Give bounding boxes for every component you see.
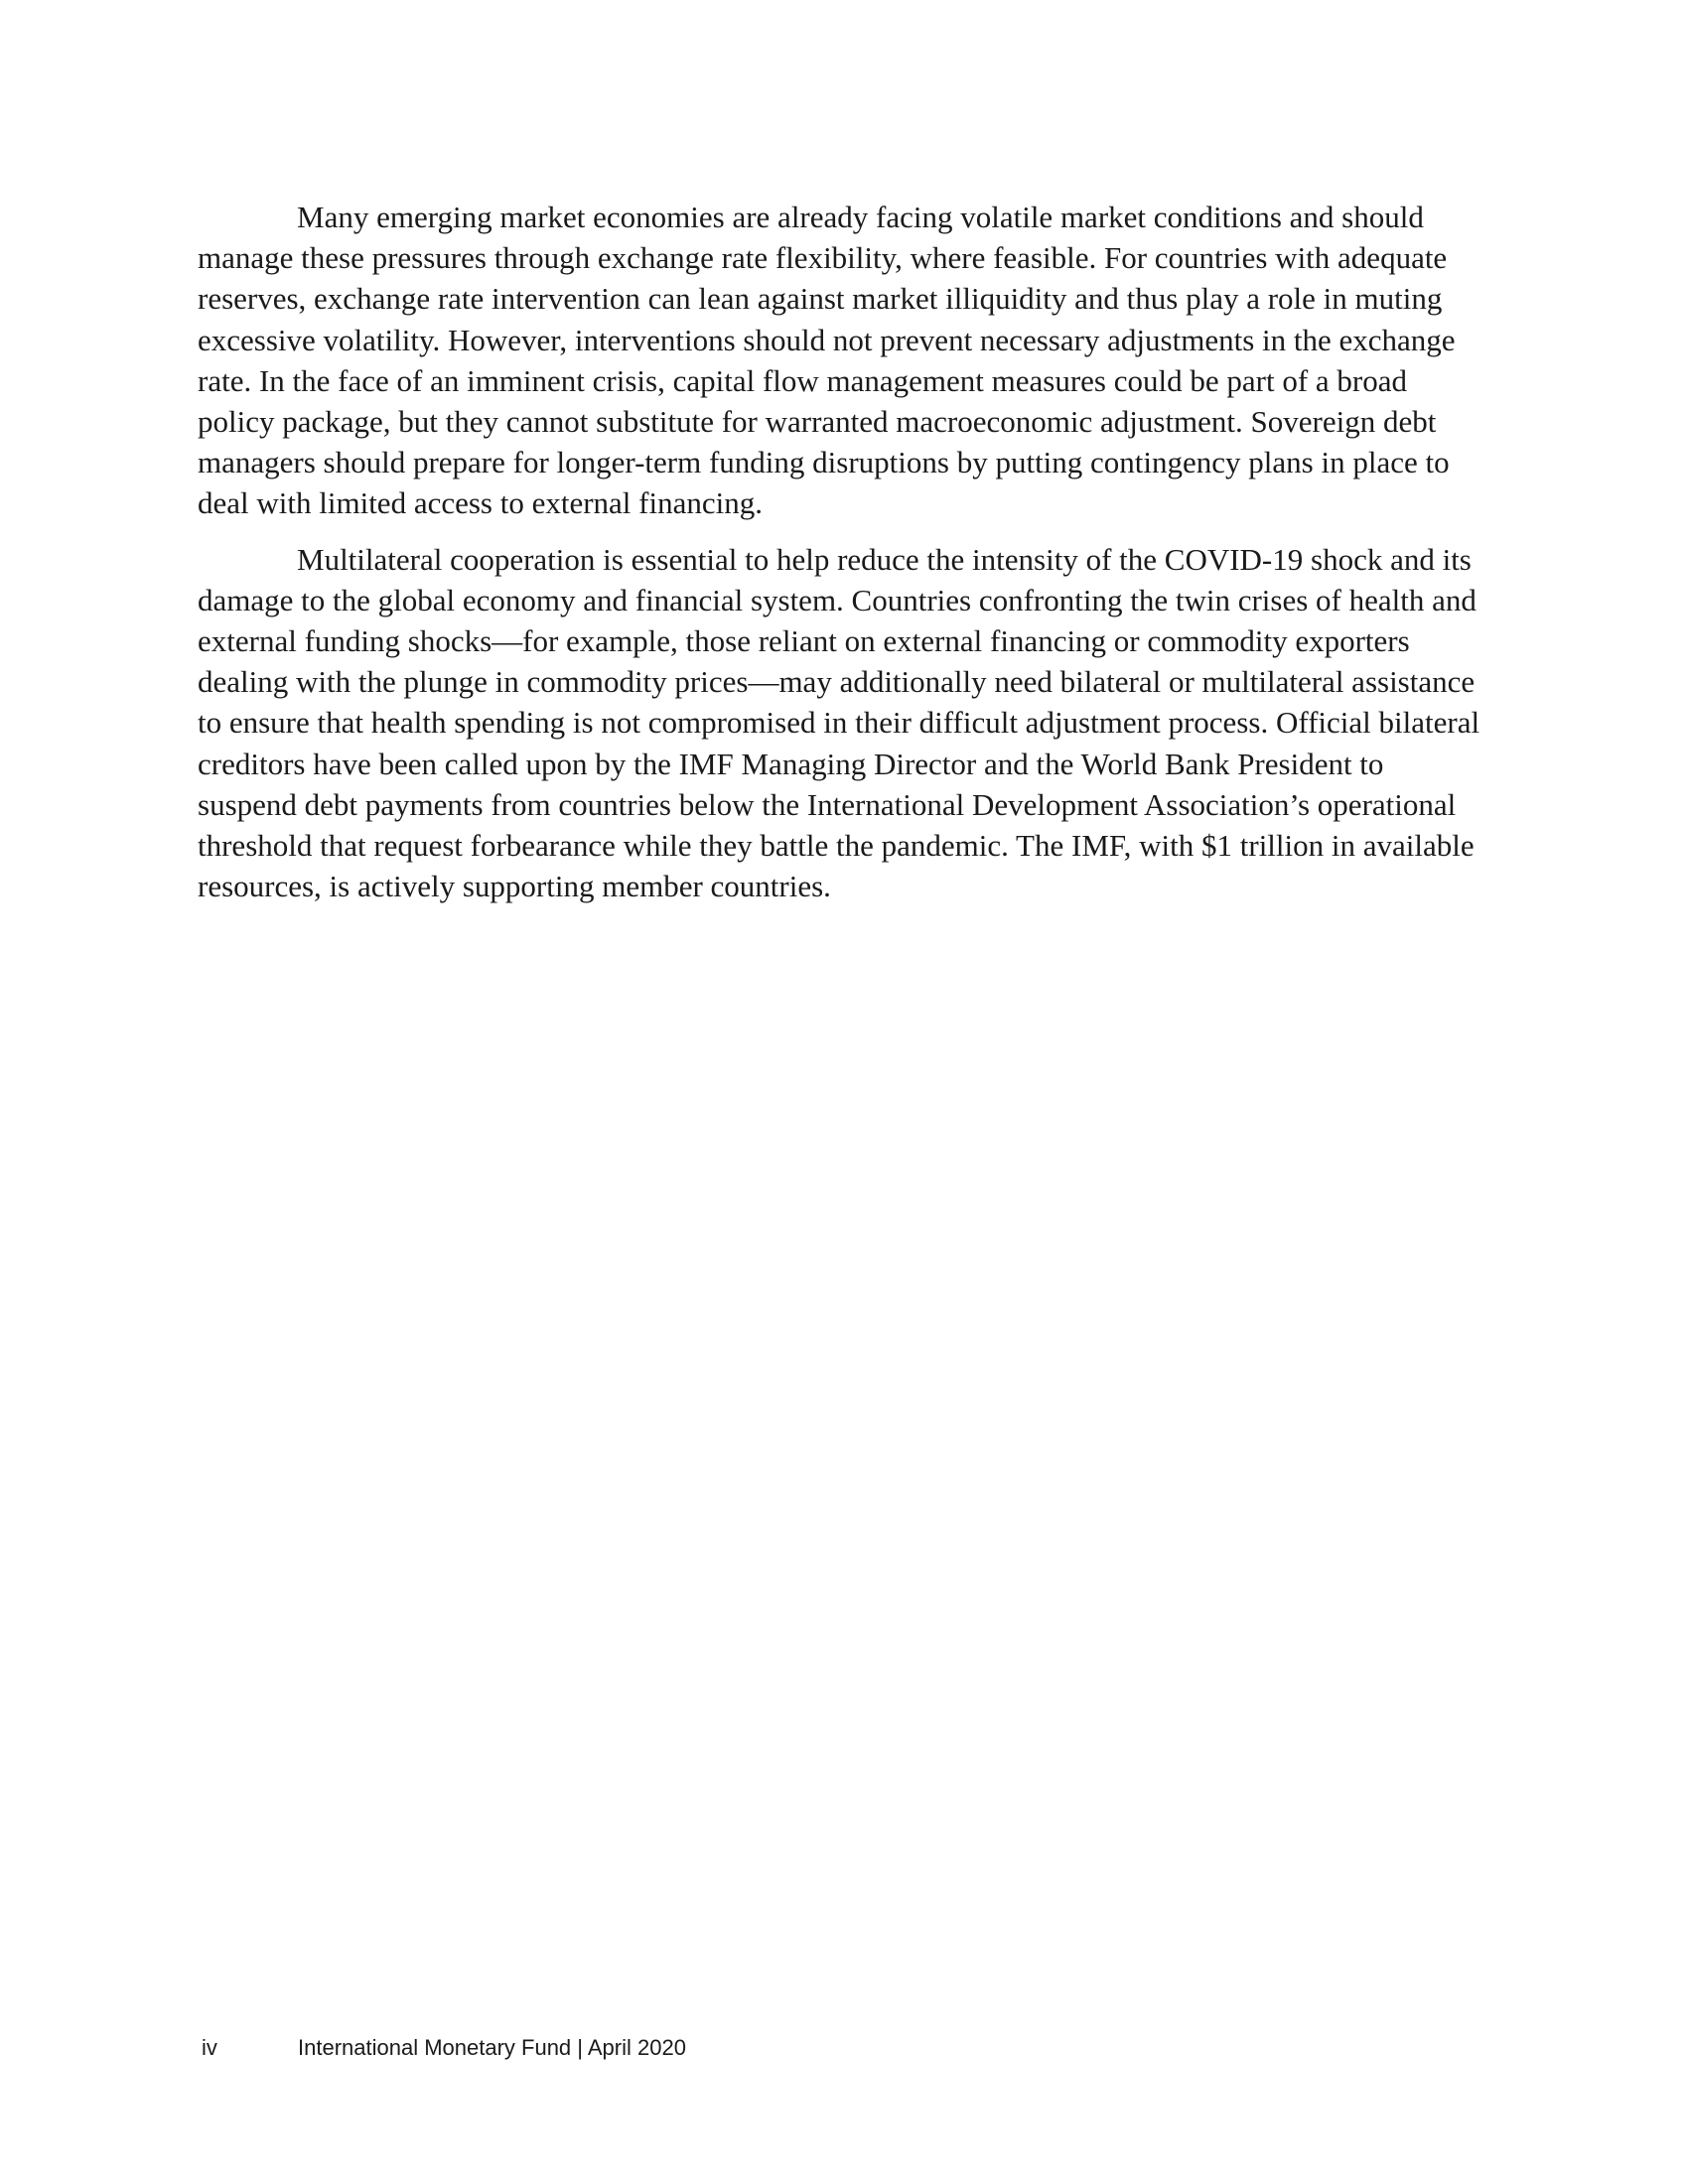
publication-line: International Monetary Fund | April 2020 [298,2035,686,2060]
page-number: iv [202,2035,217,2060]
page-footer [202,2035,686,2061]
paragraph-exchange-rate-flexibility: Many emerging market economies are already facing volatile market conditions and should manage these pressures through exchange rate flexibility, where feasible. For countries with adequate reserves, exchange rate intervention can lean against market illiquidity and thus play a role in muting excessive volatility. However, interventions should not prevent necessary adjustments in the exchange rate. In the face of an imminent crisis, capital flow management measures could be part of a broad policy package, but they cannot substitute for warranted macroeconomic adjustment. Sovereign debt managers should prepare for longer-term funding disruptions by putting contingency plans in place to deal with limited access to external financing. [198,200,1456,521]
paragraph-multilateral-cooperation: Multilateral cooperation is essential to help reduce the intensity of the COVID-19 shock and its damage to the global economy and financial system. Countries confronting the twin crises of health and external funding shocks—for example, those reliant on external financing or commodity exporters dealing with the plunge in commodity prices—may additionally need bilateral or multilateral assistance to ensure that health spending is not compromised in their difficult adjustment process. Official bilateral creditors have been called upon by the IMF Managing Director and the World Bank President to suspend debt payments from countries below the International Development Association’s operational threshold that request forbearance while they battle the pandemic. The IMF, with $1 trillion in available resources, is actively supporting member countries. [198,541,1480,904]
body-text [198,197,1490,921]
